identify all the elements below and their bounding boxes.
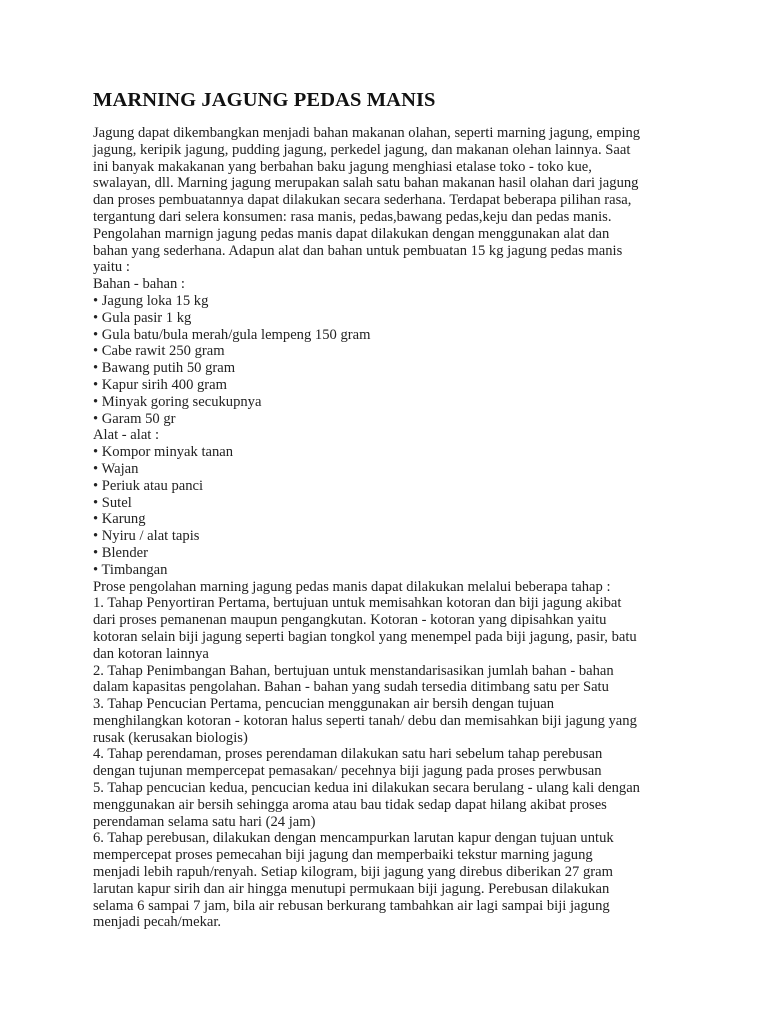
document-line: • Garam 50 gr <box>93 410 176 427</box>
document-line: selama 6 sampai 7 jam, bila air rebusan berkurang tambahkan air lagi sampai biji jagung <box>93 897 610 914</box>
document-line: menjadi lebih rapuh/renyah. Setiap kilogram, biji jagung yang direbus diberikan 27 gram <box>93 864 613 881</box>
document-line: dalam kapasitas pengolahan. Bahan - bahan yang sudah tersedia ditimbang satu per Satu <box>93 679 609 696</box>
document-line: • Gula pasir 1 kg <box>93 309 192 326</box>
document-line: Jagung dapat dikembangkan menjadi bahan makanan olahan, seperti marning jagung, emping <box>93 125 641 141</box>
document-line: tergantung dari selera konsumen: rasa manis, pedas,bawang pedas,keju dan pedas manis. <box>93 208 612 225</box>
document-body <box>93 125 693 931</box>
document-line: • Sutel <box>93 494 132 511</box>
document-line: mempercepat proses pemecahan biji jagung dan memperbaiki tekstur marning jagung <box>93 847 593 864</box>
document-line: • Wajan <box>93 460 139 477</box>
document-line: dengan tujunan mempercepat pemasakan/ pecehnya biji jagung pada proses perwbusan <box>93 763 602 780</box>
document-line: larutan kapur sirih dan air hingga menutupi permukaan biji jagung. Perebusan dilakukan <box>93 880 610 897</box>
document-line: rusak (kerusakan biologis) <box>93 729 248 746</box>
document-line: perendaman selama satu hari (24 jam) <box>93 813 316 830</box>
document-line: • Minyak goring secukupnya <box>93 393 262 410</box>
document-line: • Cabe rawit 250 gram <box>93 343 225 360</box>
document-line: 1. Tahap Penyortiran Pertama, bertujuan untuk memisahkan kotoran dan biji jagung akibat <box>93 595 622 612</box>
document-line: • Jagung loka 15 kg <box>93 292 209 309</box>
document-line: • Kompor minyak tanan <box>93 444 234 461</box>
document-line: Prose pengolahan marning jagung pedas manis dapat dilakukan melalui beberapa tahap : <box>93 578 611 595</box>
document-line: 4. Tahap perendaman, proses perendaman dilakukan satu hari sebelum tahap perebusan <box>93 746 603 763</box>
document-line: dan kotoran lainnya <box>93 645 209 662</box>
document-line: bahan yang sederhana. Adapun alat dan bahan untuk pembuatan 15 kg jagung pedas manis <box>93 242 623 259</box>
document-line: • Nyiru / alat tapis <box>93 528 200 545</box>
document-line: jagung, keripik jagung, pudding jagung, perkedel jagung, dan makanan olehan lainnya. Saat <box>93 141 631 158</box>
document-line: • Periuk atau panci <box>93 477 204 494</box>
document-line: menghilangkan kotoran - kotoran halus seperti tanah/ debu dan memisahkan biji jagung yang <box>93 712 637 729</box>
document-line: 5. Tahap pencucian kedua, pencucian kedua ini dilakukan secara berulang - ulang kali dengan <box>93 780 640 797</box>
document-line: Pengolahan marnign jagung pedas manis dapat dilakukan dengan menggunakan alat dan <box>93 225 610 242</box>
document-line: kotoran selain biji jagung seperti bagian tongkol yang menempel pada biji jagung, pasir, batu <box>93 628 637 645</box>
document-line: 6. Tahap perebusan, dilakukan dengan mencampurkan larutan kapur dengan tujuan untuk <box>93 830 614 847</box>
document-line: menjadi pecah/mekar. <box>93 914 222 931</box>
document-line: swalayan, dll. Marning jagung merupakan salah satu bahan makanan hasil olahan dari jagung <box>93 175 639 192</box>
document-title: MARNING JAGUNG PEDAS MANIS <box>93 89 436 111</box>
document-line: 2. Tahap Penimbangan Bahan, bertujuan untuk menstandarisasikan jumlah bahan - bahan <box>93 662 614 679</box>
document-line: yaitu : <box>93 259 130 276</box>
document-line: • Blender <box>93 544 148 561</box>
document-line: menggunakan air bersih sehingga aroma atau bau tidak sedap dapat hilang akibat proses <box>93 796 607 813</box>
document-line: • Timbangan <box>93 561 168 578</box>
document-line: dari proses pemanenan maupun pengangkutan. Kotoran - kotoran yang dipisahkan yaitu <box>93 612 607 629</box>
document-line: • Kapur sirih 400 gram <box>93 376 227 393</box>
document-line: • Bawang putih 50 gram <box>93 360 236 377</box>
document-line: ini banyak makakanan yang berbahan baku jagung menghiasi etalase toko - toko kue, <box>93 158 592 175</box>
document-line: Alat - alat : <box>93 427 160 444</box>
document-line: • Karung <box>93 511 146 528</box>
document-line: • Gula batu/bula merah/gula lempeng 150 gram <box>93 326 371 343</box>
document-line: Bahan - bahan : <box>93 276 185 293</box>
document-line: 3. Tahap Pencucian Pertama, pencucian menggunakan air bersih dengan tujuan <box>93 696 555 713</box>
document-line: dan proses pembuatannya dapat dilakukan secara sederhana. Terdapat beberapa pilihan rasa, <box>93 192 632 209</box>
